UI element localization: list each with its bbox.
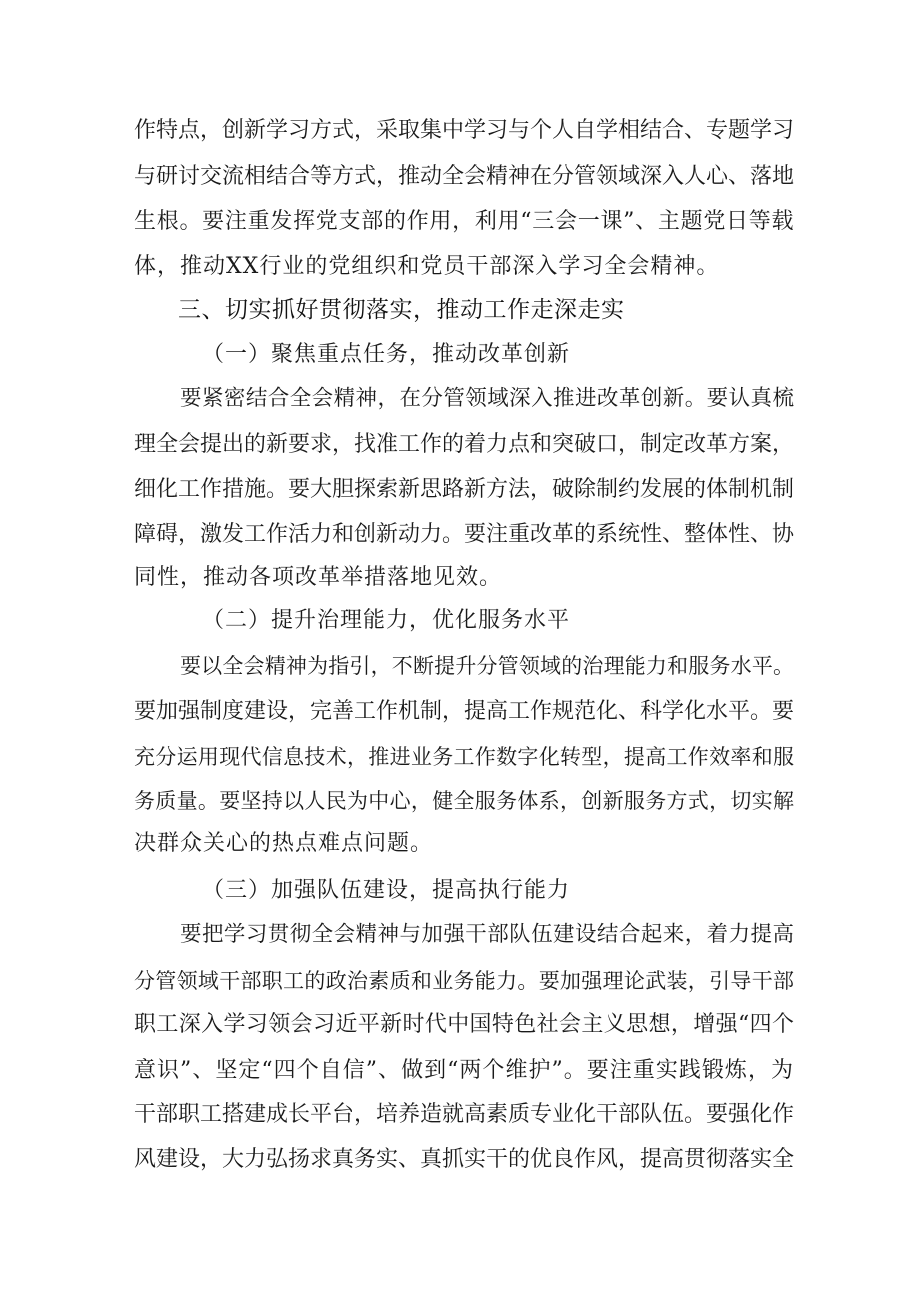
body-text-line: 干部职工搭建成长平台，培养造就高素质专业化干部队伍。要强化作 [134,1102,795,1127]
section-heading: 三、切实抓好贯彻落实，推动工作走深走实 [178,297,625,323]
subsection-title: （三）加强队伍建设，提高执行能力 [202,878,571,903]
body-text-line: 障碍，激发工作活力和创新动力。要注重改革的系统性、整体性、协 [134,522,795,547]
body-text-line: 分管领域干部职工的政治素质和业务能力。要加强理论武装，引导干部 [134,969,794,993]
body-text-line: 意识”、坚定“四个自信”、做到“两个维护”。要注重实践锻炼，为 [134,1058,794,1083]
body-text-line: 作特点，创新学习方式，采取集中学习与个人自学相结合、专题学习 [134,118,795,143]
body-text-line: 生根。要注重发挥党支部的作用，利用“三会一课”、主题党日等载 [134,209,794,234]
body-text-line: 体，推动XX行业的党组织和党员干部深入学习全会精神。 [134,254,720,279]
body-text-line: 要加强制度建设，完善工作机制，提高工作规范化、科学化水平。要 [134,699,795,724]
body-text-line: 要以全会精神为指引，不断提升分管领域的治理能力和服务水平。 [180,654,794,678]
body-text-line: 职工深入学习领会习近平新时代中国特色社会主义思想，增强“四个 [134,1012,794,1037]
body-text-line: 务质量。要坚持以人民为中心，健全服务体系，创新服务方式，切实解 [134,789,794,813]
body-text-line: 要把学习贯彻全会精神与加强干部队伍建设结合起来，着力提高 [180,922,794,947]
body-text-line: 要紧密结合全会精神，在分管领域深入推进改革创新。要认真梳 [180,386,794,411]
body-text-line: 理全会提出的新要求，找准工作的着力点和突破口，制定改革方案， [134,432,795,457]
body-text-line: 风建设，大力弘扬求真务实、真抓实干的优良作风，提高贯彻落实全 [134,1147,795,1172]
body-text-line: 决群众关心的热点难点问题。 [134,831,434,856]
body-text-line: 充分运用现代信息技术，推进业务工作数字化转型，提高工作效率和服 [134,745,794,769]
body-text-line: 与研讨交流相结合等方式，推动全会精神在分管领域深入人心、落地 [134,164,795,189]
subsection-title: （一）聚焦重点任务，推动改革创新 [202,342,571,367]
body-text-line: 细化工作措施。要大胆探索新思路新方法，破除制约发展的体制机制 [134,477,795,502]
subsection-title: （二）提升治理能力，优化服务水平 [202,608,571,633]
body-text-line: 同性，推动各项改革举措落地见效。 [134,565,503,590]
